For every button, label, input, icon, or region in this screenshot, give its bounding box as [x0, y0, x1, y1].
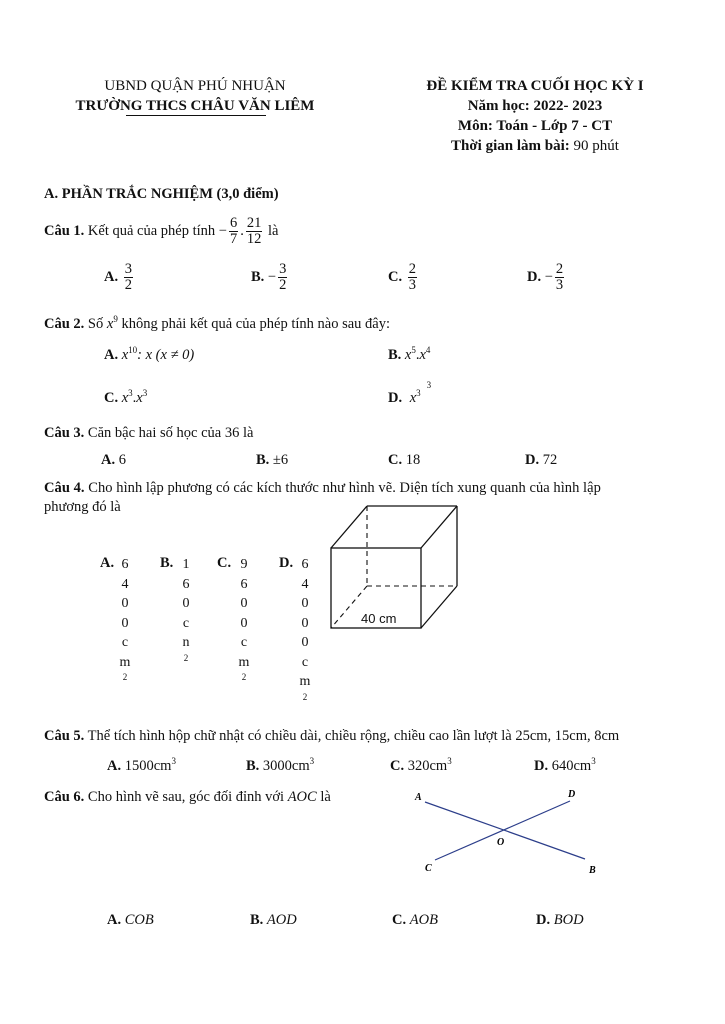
q1-minus: − [218, 223, 227, 240]
q6-option-b[interactable]: B. AOD [250, 912, 297, 928]
line-cd [435, 801, 570, 860]
q2-option-c[interactable]: C. $x^3.x^3$ [104, 388, 148, 406]
q4-option-c-key[interactable]: C. [217, 555, 232, 571]
q1-text: Kết quả của phép tính [87, 223, 216, 240]
question-4: Câu 4. Cho hình lập phương có các kích thước như hình vẽ. Diện tích xung quanh của hình lập [44, 480, 601, 496]
point-d-label: D [568, 789, 576, 800]
school-underline [126, 115, 266, 116]
q6-option-d[interactable]: D. BOD [536, 912, 584, 928]
q5-option-c[interactable]: C. $320cm^3$ [390, 756, 452, 774]
q1-option-b[interactable]: B. − $\frac{3}{2}$ [251, 261, 287, 294]
question-2: Câu 2. Số $x^9$ không phải kết quả của phép tính nào sau đây: [44, 314, 391, 332]
question-4-line2: phương đó là [44, 499, 121, 515]
section-a-title: A. PHẦN TRẮC NGHIỆM (3,0 điểm) [44, 186, 279, 202]
cube-edge [421, 586, 457, 628]
q4-option-b-key[interactable]: B. [160, 555, 174, 571]
q6-option-c[interactable]: C. AOB [392, 912, 438, 928]
q5-option-a[interactable]: A. $1500cm^3$ [107, 756, 176, 774]
q1-label: Câu 1. [44, 223, 85, 240]
school-district: UBND QUẬN PHÚ NHUẬN [104, 78, 286, 94]
school-name: TRƯỜNG THCS CHÂU VĂN LIÊM [75, 98, 315, 114]
q3-option-a[interactable]: A. 6 [101, 452, 126, 468]
point-c-label: C [425, 863, 432, 874]
exam-title: ĐỀ KIỂM TRA CUỐI HỌC KỲ I [426, 78, 644, 94]
q4-option-c[interactable]: 9 6 0 0 c m 2 [238, 557, 250, 682]
q4-option-a-key[interactable]: A. [100, 555, 115, 571]
q2-option-b[interactable]: B. $x^5.x^4$ [388, 345, 431, 363]
cube-figure [325, 500, 470, 635]
q1-frac-2: $\frac{21}{12}$ [246, 215, 262, 248]
time-label: Thời gian làm bài: [451, 138, 570, 154]
q6-option-a[interactable]: A. COB [107, 912, 154, 928]
point-b-label: B [589, 865, 596, 876]
q1-frac-1: $\frac{6}{7}$ [229, 215, 238, 248]
q2-option-d[interactable]: D. $x^{33}$ [388, 380, 432, 406]
q4-option-b[interactable]: 1 6 0 c n 2 [182, 557, 190, 663]
q3-option-d[interactable]: D. 72 [525, 452, 558, 468]
subject: Môn: Toán - Lớp 7 - CT [457, 118, 613, 134]
question-1 [44, 216, 278, 247]
q1-option-a[interactable]: A. $\frac{3}{2}$ [104, 261, 132, 294]
cube-edge-label: 40 cm [361, 611, 397, 626]
point-o-label: O [497, 837, 505, 848]
exam-time [370, 138, 700, 155]
question-5: Câu 5. Thể tích hình hộp chữ nhật có chiều dài, chiều rộng, chiều cao lần lượt là 25cm, 15cm, 8cm [44, 728, 620, 744]
school-year: Năm học: 2022- 2023 [467, 98, 603, 114]
point-a-label: A [415, 792, 422, 803]
q5-option-b[interactable]: B. $3000cm^3$ [246, 756, 315, 774]
q4-option-a[interactable]: 6 4 0 0 c m 2 [119, 557, 131, 682]
q1-tail: là [267, 223, 279, 240]
q3-option-b[interactable]: B. ±6 [256, 452, 289, 468]
angle-figure [405, 785, 605, 880]
q1-option-c[interactable]: C. $\frac{2}{3}$ [388, 261, 416, 294]
q2-option-a[interactable]: A. $x^{10}$: x (x ≠ 0) [104, 345, 195, 363]
q4-option-d[interactable]: 6 4 0 0 0 c m 2 [299, 557, 311, 702]
q4-option-d-key[interactable]: D. [279, 555, 294, 571]
q5-option-d[interactable]: D. $640cm^3$ [534, 756, 596, 774]
question-3: Câu 3. Căn bậc hai số học của 36 là [44, 425, 254, 441]
q1-dot: . [240, 223, 244, 240]
cube-edge [421, 506, 457, 548]
question-6: Câu 6. Cho hình vẽ sau, góc đối đỉnh với AOC là [44, 789, 331, 805]
time-value: 90 phút [573, 138, 619, 154]
q3-option-c[interactable]: C. 18 [388, 452, 421, 468]
line-ab [425, 802, 585, 859]
q1-option-d[interactable]: D. − $\frac{2}{3}$ [527, 261, 564, 294]
cube-edge [331, 506, 367, 548]
